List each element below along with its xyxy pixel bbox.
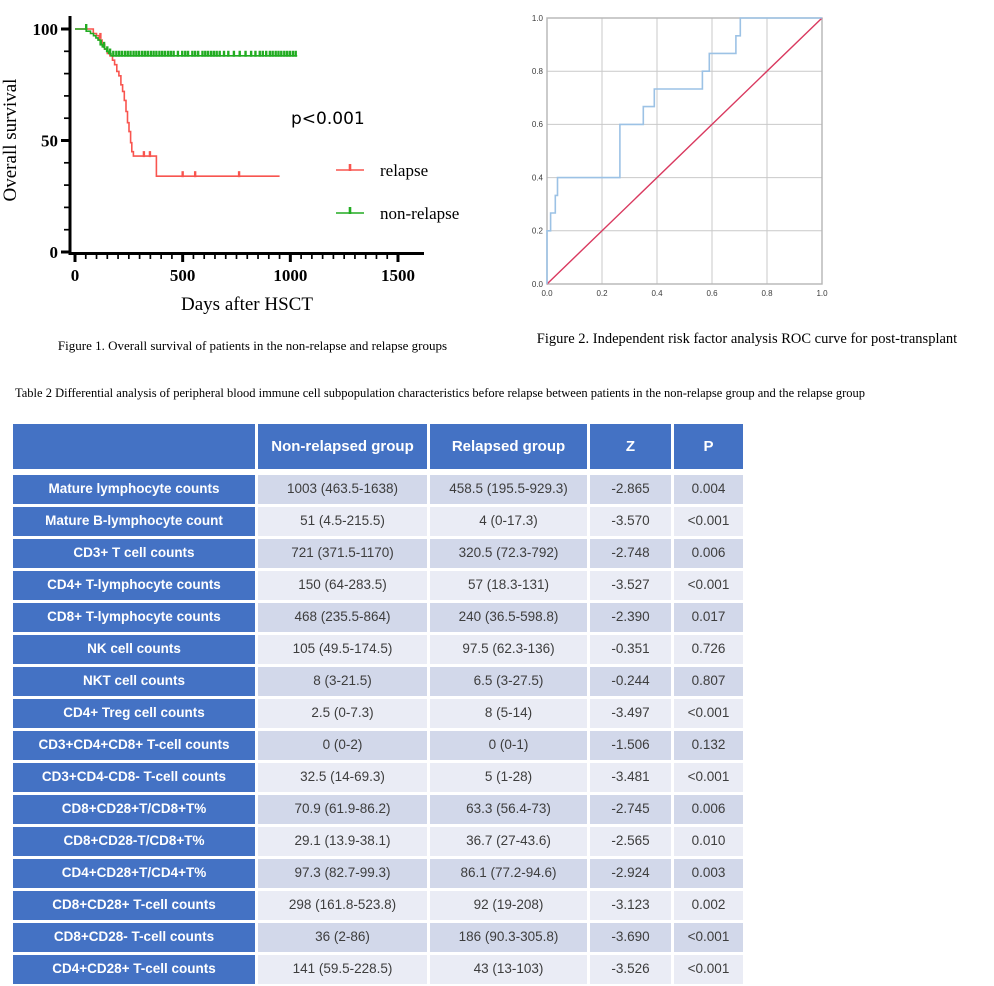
data-cell: 458.5 (195.5-929.3) — [430, 475, 587, 504]
data-cell: -0.244 — [590, 667, 671, 696]
svg-text:1.0: 1.0 — [531, 13, 543, 23]
row-label-cell: CD8+CD28- T-cell counts — [13, 923, 255, 952]
km-legend-label: non-relapse — [380, 204, 460, 223]
row-label-cell: CD4+CD28+T/CD4+T% — [13, 859, 255, 888]
km-ylabel: Overall survival — [0, 78, 21, 202]
data-cell: 141 (59.5-228.5) — [258, 955, 427, 984]
header-cell-blank — [13, 424, 255, 469]
row-label-cell: CD8+CD28+ T-cell counts — [13, 891, 255, 920]
header-cell: Z — [590, 424, 671, 469]
data-cell: 2.5 (0-7.3) — [258, 699, 427, 728]
table-row — [13, 731, 743, 760]
data-cell: <0.001 — [674, 923, 743, 952]
data-cell: 0.807 — [674, 667, 743, 696]
header-cell: Non-relapsed group — [258, 424, 427, 469]
data-cell: 57 (18.3-131) — [430, 571, 587, 600]
table-row — [13, 475, 743, 504]
data-cell: 0.006 — [674, 795, 743, 824]
data-cell: -3.497 — [590, 699, 671, 728]
data-cell: -2.748 — [590, 539, 671, 568]
row-label-cell: CD3+CD4-CD8- T-cell counts — [13, 763, 255, 792]
data-cell: 92 (19-208) — [430, 891, 587, 920]
data-cell: 6.5 (3-27.5) — [430, 667, 587, 696]
data-cell: 1003 (463.5-1638) — [258, 475, 427, 504]
svg-text:100: 100 — [32, 20, 58, 39]
data-cell: -1.506 — [590, 731, 671, 760]
row-label-cell: NKT cell counts — [13, 667, 255, 696]
km-non-relapse-curve — [75, 24, 297, 57]
row-label-cell: CD8+CD28+T/CD8+T% — [13, 795, 255, 824]
data-cell: <0.001 — [674, 763, 743, 792]
data-cell: <0.001 — [674, 571, 743, 600]
svg-text:0: 0 — [70, 266, 80, 285]
data-cell: 32.5 (14-69.3) — [258, 763, 427, 792]
data-cell: 240 (36.5-598.8) — [430, 603, 587, 632]
table-row — [13, 571, 743, 600]
row-label-cell: CD4+ Treg cell counts — [13, 699, 255, 728]
data-cell: 4 (0-17.3) — [430, 507, 587, 536]
svg-text:0.0: 0.0 — [531, 279, 543, 289]
svg-text:0.4: 0.4 — [531, 173, 543, 183]
svg-text:0.8: 0.8 — [761, 289, 773, 298]
row-label-cell: CD3+CD4+CD8+ T-cell counts — [13, 731, 255, 760]
roc-chart — [520, 0, 850, 310]
immune-cell-table — [13, 424, 743, 986]
km-legend-label: relapse — [380, 161, 429, 180]
table-row — [13, 795, 743, 824]
data-cell: 0.002 — [674, 891, 743, 920]
row-label-cell: NK cell counts — [13, 635, 255, 664]
data-cell: 8 (3-21.5) — [258, 667, 427, 696]
table-row — [13, 635, 743, 664]
row-label-cell: CD8+ T-lymphocyte counts — [13, 603, 255, 632]
data-cell: -2.745 — [590, 795, 671, 824]
data-cell: 0.726 — [674, 635, 743, 664]
km-xlabel: Days after HSCT — [181, 294, 313, 315]
data-cell: 29.1 (13.9-38.1) — [258, 827, 427, 856]
data-cell: 97.3 (82.7-99.3) — [258, 859, 427, 888]
svg-text:0.2: 0.2 — [596, 289, 608, 298]
row-label-cell: CD8+CD28-T/CD8+T% — [13, 827, 255, 856]
data-cell: 320.5 (72.3-792) — [430, 539, 587, 568]
data-cell: <0.001 — [674, 507, 743, 536]
data-cell: 0.006 — [674, 539, 743, 568]
data-cell: 51 (4.5-215.5) — [258, 507, 427, 536]
data-cell: -3.690 — [590, 923, 671, 952]
data-cell: <0.001 — [674, 699, 743, 728]
data-cell: -2.865 — [590, 475, 671, 504]
data-cell: 36.7 (27-43.6) — [430, 827, 587, 856]
svg-text:50: 50 — [41, 131, 58, 151]
data-cell: 468 (235.5-864) — [258, 603, 427, 632]
row-label-cell: Mature lymphocyte counts — [13, 475, 255, 504]
data-cell: 0.003 — [674, 859, 743, 888]
data-cell: 8 (5-14) — [430, 699, 587, 728]
table-row — [13, 667, 743, 696]
data-cell: -3.527 — [590, 571, 671, 600]
table-row — [13, 603, 743, 632]
header-cell: P — [674, 424, 743, 469]
data-cell: -2.565 — [590, 827, 671, 856]
svg-text:0.8: 0.8 — [531, 67, 543, 76]
data-cell: -3.570 — [590, 507, 671, 536]
data-cell: 43 (13-103) — [430, 955, 587, 984]
data-cell: 0.010 — [674, 827, 743, 856]
row-label-cell: CD4+ T-lymphocyte counts — [13, 571, 255, 600]
data-cell: 0 (0-2) — [258, 731, 427, 760]
table-row — [13, 859, 743, 888]
table-row — [13, 507, 743, 536]
svg-text:0.0: 0.0 — [541, 289, 553, 298]
data-cell: -3.526 — [590, 955, 671, 984]
roc-diagonal-line — [547, 18, 822, 284]
row-label-cell: CD3+ T cell counts — [13, 539, 255, 568]
data-cell: 86.1 (77.2-94.6) — [430, 859, 587, 888]
data-cell: -2.924 — [590, 859, 671, 888]
data-cell: 36 (2-86) — [258, 923, 427, 952]
data-cell: 0 (0-1) — [430, 731, 587, 760]
table-row — [13, 763, 743, 792]
km-pvalue: p<0.001 — [291, 109, 365, 129]
km-legend — [336, 161, 459, 223]
svg-text:0.6: 0.6 — [531, 120, 543, 130]
row-label-cell: Mature B-lymphocyte count — [13, 507, 255, 536]
data-cell: 0.132 — [674, 731, 743, 760]
data-cell: -2.390 — [590, 603, 671, 632]
data-cell: 721 (371.5-1170) — [258, 539, 427, 568]
data-cell: <0.001 — [674, 955, 743, 984]
data-cell: 105 (49.5-174.5) — [258, 635, 427, 664]
data-cell: 97.5 (62.3-136) — [430, 635, 587, 664]
table-row — [13, 699, 743, 728]
data-cell: 150 (64-283.5) — [258, 571, 427, 600]
data-cell: -3.481 — [590, 763, 671, 792]
data-cell: 63.3 (56.4-73) — [430, 795, 587, 824]
km-survival-chart — [0, 0, 500, 330]
svg-text:0.6: 0.6 — [706, 289, 718, 298]
figure1-caption: Figure 1. Overall survival of patients in the non-relapse and relapse groups — [57, 338, 448, 353]
data-cell: 0.004 — [674, 475, 743, 504]
data-cell: -0.351 — [590, 635, 671, 664]
data-cell: 298 (161.8-523.8) — [258, 891, 427, 920]
svg-text:1500: 1500 — [381, 266, 415, 285]
table-row — [13, 955, 743, 984]
data-cell: 0.017 — [674, 603, 743, 632]
figure2-caption: Figure 2. Independent risk factor analysis ROC curve for post-transplant — [536, 331, 958, 347]
data-cell: 186 (90.3-305.8) — [430, 923, 587, 952]
svg-text:1000: 1000 — [273, 266, 308, 285]
row-label-cell: CD4+CD28+ T-cell counts — [13, 955, 255, 984]
table-header-row — [13, 424, 743, 469]
svg-text:0: 0 — [49, 243, 58, 262]
data-cell: -3.123 — [590, 891, 671, 920]
header-cell: Relapsed group — [430, 424, 587, 469]
svg-text:0.2: 0.2 — [531, 226, 543, 236]
svg-text:1.0: 1.0 — [816, 289, 828, 298]
svg-text:0.4: 0.4 — [651, 289, 663, 298]
table-title: Table 2 Differential analysis of peripheral blood immune cell subpopulation characteristics before relapse between patients in the non-relapse group and the relapse group — [15, 386, 865, 400]
table-row — [13, 827, 743, 856]
table-row — [13, 891, 743, 920]
data-cell: 5 (1-28) — [430, 763, 587, 792]
data-cell: 70.9 (61.9-86.2) — [258, 795, 427, 824]
table-row — [13, 923, 743, 952]
svg-text:500: 500 — [169, 266, 196, 285]
table-row — [13, 539, 743, 568]
